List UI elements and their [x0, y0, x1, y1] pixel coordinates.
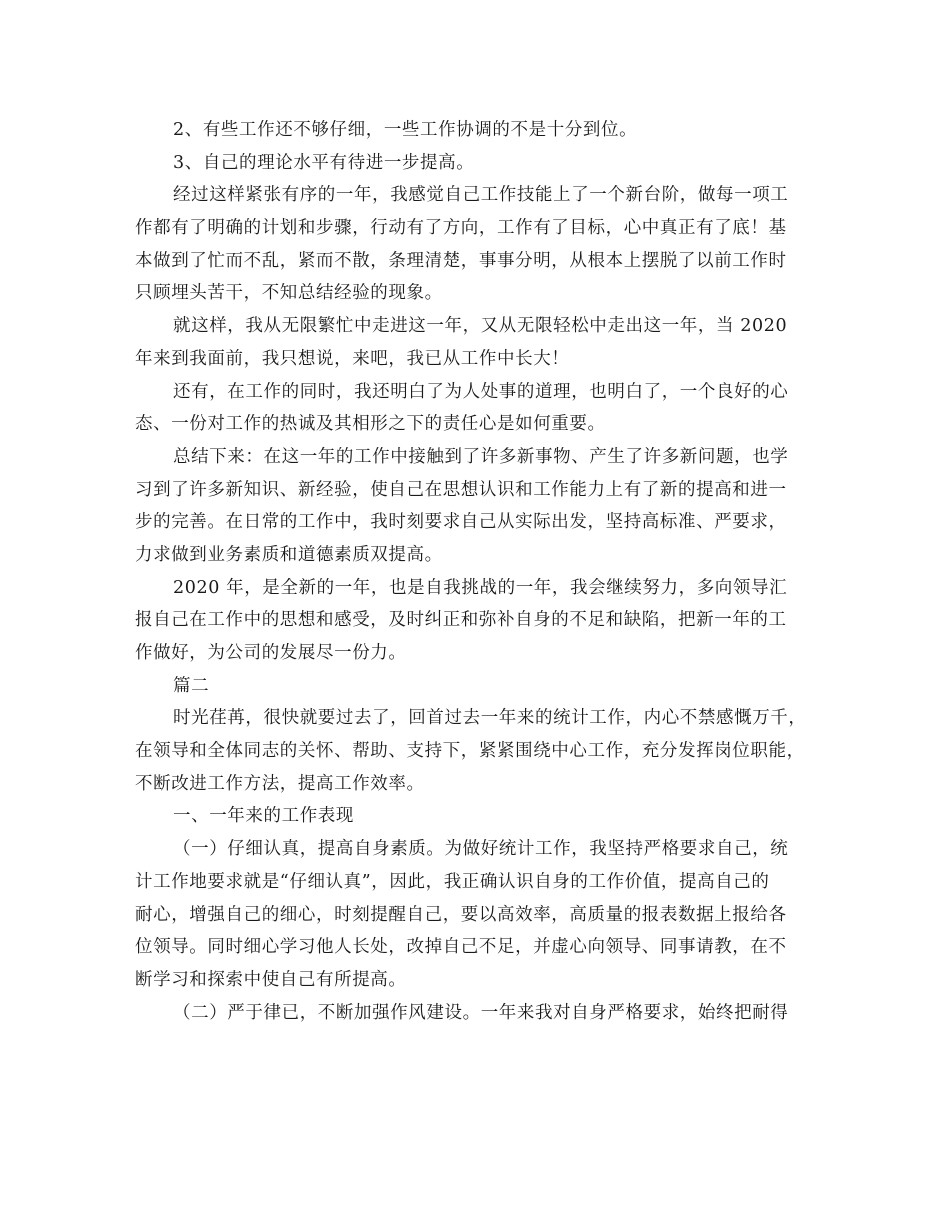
text-line: 时光荏苒，很快就要过去了，回首过去一年来的统计工作，内心不禁感慨万千， [173, 708, 807, 729]
text-line: 就这样，我从无限繁忙中走进这一年，又从无限轻松中走出这一年，当 2020 [173, 316, 788, 337]
text-line: 作做好，为公司的发展尽一份力。 [135, 643, 407, 663]
text-line: 耐心，增强自己的细心，时刻提醒自己，要以高效率，高质量的报表数据上报给各 [135, 904, 787, 925]
text-line: 报自己在工作中的思想和感受，及时纠正和弥补自身的不足和缺陷，把新一年的工 [135, 610, 787, 631]
text-line: 作都有了明确的计划和步骤，行动有了方向，工作有了目标，心中真正有了底！基 [135, 218, 787, 239]
text-line: 还有，在工作的同时，我还明白了为人处事的道理，也明白了，一个良好的心 [173, 381, 789, 402]
text-line: 只顾埋头苦干，不知总结经验的现象。 [135, 283, 443, 304]
text-line: （二）严于律已，不断加强作风建设。一年来我对自身严格要求，始终把耐得 [173, 1002, 789, 1023]
text-line: 断学习和探索中使自己有所提高。 [135, 969, 407, 990]
text-line: 不断改进工作方法，提高工作效率。 [135, 773, 425, 794]
text-line: 步的完善。在日常的工作中，我时刻要求自己从实际出发，坚持高标准、严要求， [135, 512, 787, 533]
text-line: （一）仔细认真，提高自身素质。为做好统计工作，我坚持严格要求自己，统 [173, 839, 789, 860]
text-line: 态、一份对工作的热诚及其相形之下的责任心是如何重要。 [135, 414, 606, 435]
text-line: 计工作地要求就是“仔细认真”，因此，我正确认识自身的工作价值，提高自己的 [135, 871, 770, 892]
text-line: 习到了许多新知识、新经验，使自己在思想认识和工作能力上有了新的提高和进一 [135, 479, 787, 500]
text-line: 经过这样紧张有序的一年，我感觉自己工作技能上了一个新台阶，做每一项工 [173, 185, 789, 206]
text-line: 2、有些工作还不够仔细，一些工作协调的不是十分到位。 [173, 120, 638, 140]
text-line: 年来到我面前，我只想说，来吧，我已从工作中长大！ [135, 348, 570, 369]
section-heading: 一、一年来的工作表现 [173, 806, 354, 827]
section-heading: 篇二 [173, 675, 210, 696]
text-line: 3、自己的理论水平有待进一步提高。 [173, 152, 475, 173]
text-line: 在领导和全体同志的关怀、帮助、支持下，紧紧围绕中心工作，充分发挥岗位职能， [135, 741, 805, 762]
text-line: 总结下来：在这一年的工作中接触到了许多新事物、产生了许多新问题，也学 [173, 446, 789, 467]
text-line: 本做到了忙而不乱，紧而不散，条理清楚，事事分明，从根本上摆脱了以前工作时 [135, 250, 787, 271]
text-line: 力求做到业务素质和道德素质双提高。 [135, 544, 443, 565]
text-line: 2020 年，是全新的一年，也是自我挑战的一年，我会继续努力，多向领导汇 [173, 577, 788, 598]
text-line: 位领导。同时细心学习他人长处，改掉自己不足，并虚心向领导、同事请教，在不 [135, 937, 787, 958]
document-body [135, 114, 825, 1029]
